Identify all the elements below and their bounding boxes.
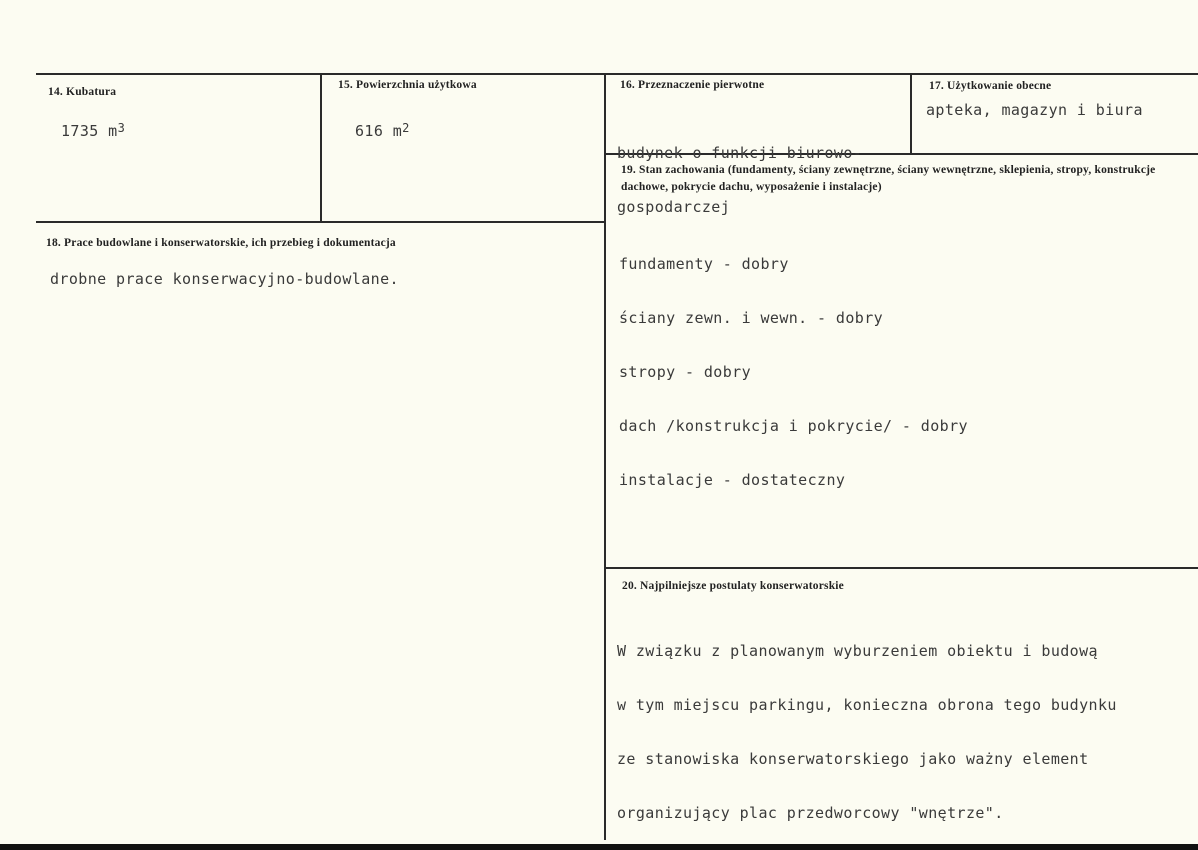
field-19-label: 19. Stan zachowania (fundamenty, ściany zewnętrzne, ściany wewnętrzne, sklepienia, stropy, konstrukcje dachowe, pokrycie dachu, wyposażenie i instalacje)	[621, 164, 1156, 193]
divider-main	[604, 73, 606, 840]
field-14-value-text: 1735 m	[61, 122, 118, 140]
field-16-line: budynek o funkcji biurowo-	[617, 144, 863, 162]
field-19-line: ściany zewn. i wewn. - dobry	[619, 309, 884, 327]
field-15-value	[355, 122, 410, 141]
field-17-label: 17. Użytkowanie obecne	[929, 80, 1052, 92]
field-20-line: organizujący plac przedworcowy "wnętrze".	[617, 804, 1004, 822]
field-20-value	[617, 606, 1117, 850]
field-20-line: ze stanowiska konserwatorskiego jako ważny element	[617, 750, 1089, 768]
field-19-line: instalacje - dostateczny	[619, 471, 846, 489]
rule-under-19	[604, 567, 1198, 569]
divider-14-15	[320, 73, 322, 222]
field-19-line: dach /konstrukcja i pokrycie/ - dobry	[619, 417, 968, 435]
field-15-value-text: 616 m	[355, 122, 403, 140]
field-19-value	[619, 219, 968, 525]
field-20-label: 20. Najpilniejsze postulaty konserwatorskie	[622, 580, 844, 592]
field-14-value	[61, 122, 125, 141]
field-20-line: w tym miejscu parkingu, konieczna obrona tego budynku	[617, 696, 1117, 714]
field-18-value: drobne prace konserwacyjno-budowlane.	[50, 270, 399, 288]
field-17-value: apteka, magazyn i biura	[926, 101, 1143, 119]
field-14-label: 14. Kubatura	[48, 86, 117, 98]
field-14-exponent: 3	[117, 121, 126, 135]
field-20-line: W związku z planowanym wyburzeniem obiektu i budową	[617, 642, 1098, 660]
field-19-line: fundamenty - dobry	[619, 255, 789, 273]
rule-under-14-15	[36, 221, 606, 223]
field-15-exponent: 2	[402, 121, 410, 135]
divider-16-17	[910, 73, 912, 153]
field-16-label: 16. Przeznaczenie pierwotne	[620, 79, 765, 91]
top-rule	[36, 73, 1198, 75]
field-19-line: stropy - dobry	[619, 363, 752, 381]
field-15-label: 15. Powierzchnia użytkowa	[338, 79, 477, 91]
field-18-label: 18. Prace budowlane i konserwatorskie, ich przebieg i dokumentacja	[46, 237, 396, 249]
field-16-line: gospodarczej	[617, 198, 731, 216]
